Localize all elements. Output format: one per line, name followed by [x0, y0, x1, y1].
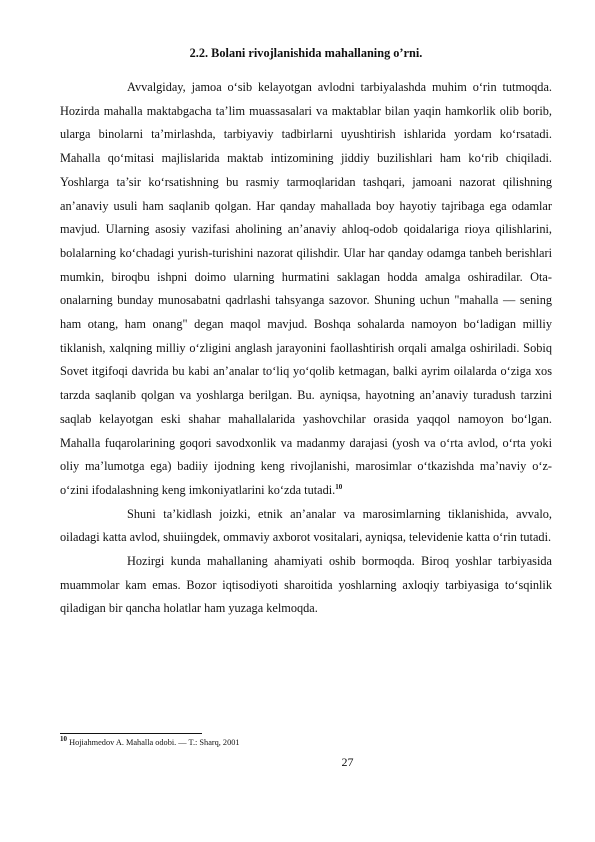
- footnote-number: 10: [60, 735, 67, 744]
- paragraph-2: Shuni ta’kidlash joizki, etnik an’analar va marosimlarning tiklanishida, avvalo, oiladagi katta avlod, shuiingdek, ommaviy axborot vositalari, ayniqsa, televidenie katta o‘rin tutadi.: [60, 506, 552, 545]
- footnote: [60, 737, 240, 748]
- paragraph-3: Hozirgi kunda mahallaning ahamiyati oshib bormoqda. Biroq yoshlar tarbiyasida muammolar kam emas. Bozor iqtisodiyoti sharoitida yoshlarning axloqiy tarbiyasiga to‘sqinlik qiladigan bir qancha holatlar ham yuzaga kelmoqda.: [60, 554, 552, 616]
- page-number: 27: [341, 755, 354, 769]
- footnote-divider: [60, 733, 202, 734]
- footnote-text: Hojiahmedov A. Mahalla odobi. — T.: Sharq, 2001: [69, 738, 240, 747]
- paragraph-1: [60, 76, 552, 503]
- body-text: [60, 76, 552, 621]
- section-heading: 2.2. Bolani rivojlanishida mahallaning o’rni.: [189, 46, 423, 60]
- footnote-reference: 10: [335, 482, 343, 491]
- paragraph-1-text: Avvalgiday, jamoa o‘sib kelayotgan avlodni tarbiyalashda muhim o‘rin tutmoqda. Hozirda mahalla maktabgacha ta’lim muassasalari va maktablar bilan yaqin hamkorlik olib borib, ularga binolarni ta’mirlashda, tarbiyaviy tadbirlarni uyushtirish ishlarida yordam ko‘rsatadi. Mahalla qo‘mitasi majlislarida maktab intizomining jiddiy buzilishlari ham ko‘rib chiqiladi. Yoshlarga ta’sir ko‘rsatishning bu rasmiy tarmoqlaridan tashqari, jamoani nazorat qilishning an’anaviy usuli ham saqlanib qolgan. Har qanday mahallada boy hayotiy tajribaga ega odamlar mavjud. Ularning asosiy vazifasi aholining an’anaviy ahloq-odob qoidalariga rioya qilishlarini, bolalarning ko‘chadagi yurish-turishini nazorat qilishdir. Ular har qanday odamga tanbeh berishlari mumkin, biroqbu ishpni doimo ularning hurmatini saklagan hodda amalga oshiradilar. Ota-onalarning bunday munosabatni qadrlashi tahsyanga sazovor. Shuning uchun "mahalla — sening ham otang, ham onang" degan maqol mavjud. Boshqa sohalarda namoyon bo‘ladigan milliy tiklanish, xalqning milliy o‘zligini anglash jarayonini faollashtirish orqali amalga oshiriladi. Sobiq Sovet itgifoqi davrida bu kabi an’analar to‘liq yo‘qolib ketmagan, balki ayrim oilalarda o‘ziga xos tarzda saqlanib qolgan va yoshlarga berilgan. Bu. ayniqsa, hayotning an’anaviy turadush tarzini saqlab kelayotgan eski shahar mahallalarida yashovchilar orasida yaqqol namoyon bo‘lgan. Mahalla fuqarolarining goqori savodxonlik va madanmy darajasi (yosh va o‘rta avlod, o‘rta yoki oliy ma’lumotga ega) badiiy ijodning keng rivojlanishi, marosimlar o‘tkazishda ma’naviy o‘z-o‘zini ifodalashning keng imkoniyatlarini ko‘zda tutadi.: [60, 80, 552, 497]
